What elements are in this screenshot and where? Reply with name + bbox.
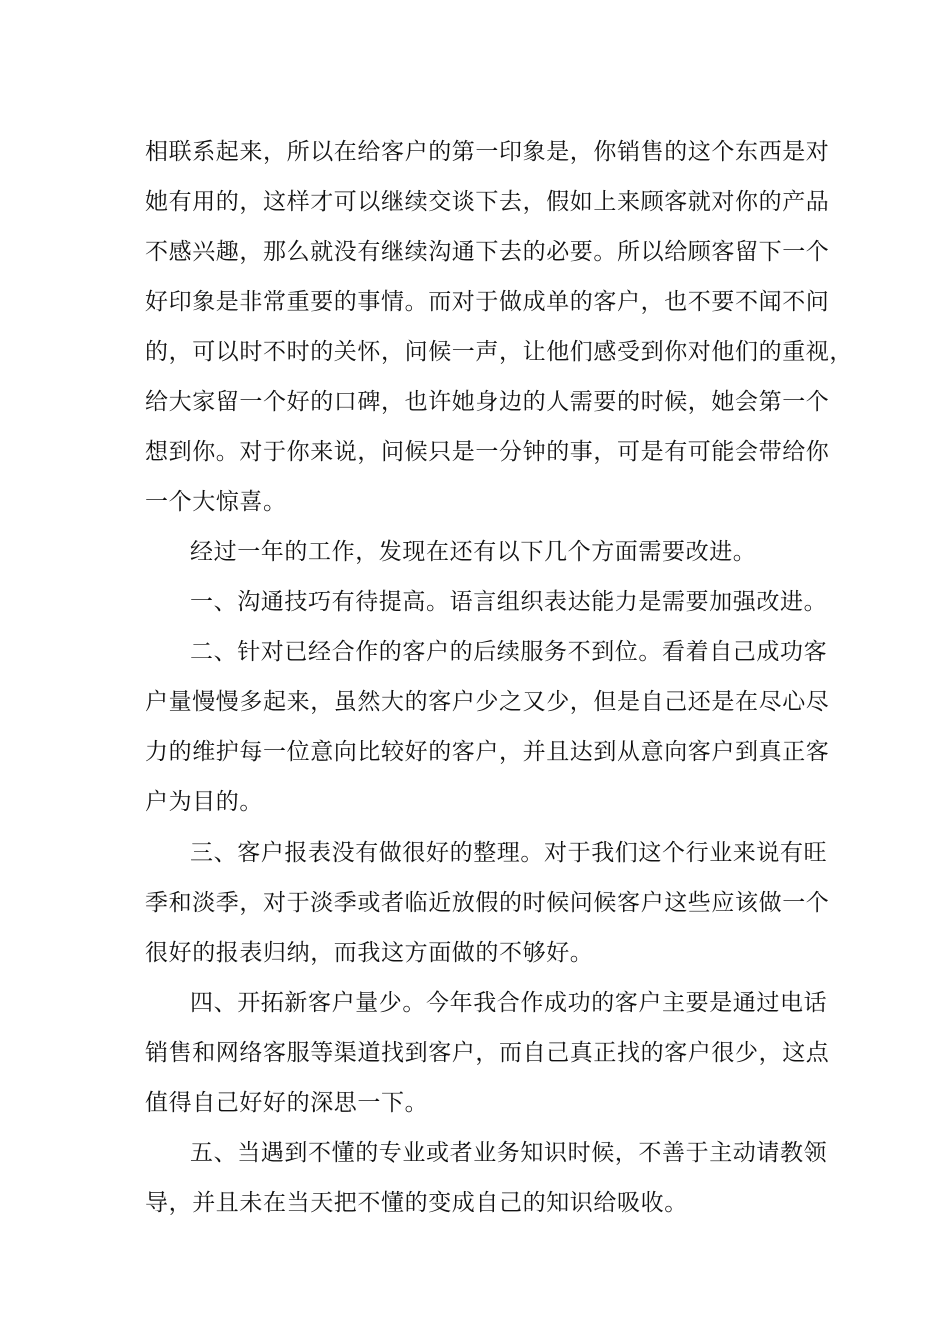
text-line: 好印象是非常重要的事情。而对于做成单的客户，也不要不闻不问 <box>145 289 830 315</box>
text-line: 力的维护每一位意向比较好的客户，并且达到从意向客户到真正客 <box>145 739 830 765</box>
paragraph-intro: 经过一年的工作，发现在还有以下几个方面需要改进。 <box>190 539 757 565</box>
text-line: 值得自己好好的深思一下。 <box>145 1090 429 1116</box>
text-line: 户为目的。 <box>145 789 263 815</box>
list-item: 三、客户报表没有做很好的整理。对于我们这个行业来说有旺 <box>190 840 828 866</box>
text-line: 季和淡季，对于淡季或者临近放假的时候问候客户这些应该做一个 <box>145 890 830 916</box>
list-item: 四、开拓新客户量少。今年我合作成功的客户主要是通过电话 <box>190 990 828 1016</box>
text-line: 导，并且未在当天把不懂的变成自己的知识给吸收。 <box>145 1190 688 1216</box>
text-line: 的，可以时不时的关怀，问候一声，让他们感受到你对他们的重视， <box>145 339 853 365</box>
text-line: 户量慢慢多起来，虽然大的客户少之又少，但是自己还是在尽心尽 <box>145 689 830 715</box>
list-item: 五、当遇到不懂的专业或者业务知识时候，不善于主动请教领 <box>190 1140 828 1166</box>
text-line: 相联系起来，所以在给客户的第一印象是，你销售的这个东西是对 <box>145 139 830 165</box>
text-line: 给大家留一个好的口碑，也许她身边的人需要的时候，她会第一个 <box>145 389 830 415</box>
text-line: 销售和网络客服等渠道找到客户，而自己真正找的客户很少，这点 <box>145 1040 830 1066</box>
text-line: 一个大惊喜。 <box>145 489 287 515</box>
list-item: 二、针对已经合作的客户的后续服务不到位。看着自己成功客 <box>190 639 828 665</box>
text-line: 很好的报表归纳，而我这方面做的不够好。 <box>145 940 594 966</box>
list-item: 一、沟通技巧有待提高。语言组织表达能力是需要加强改进。 <box>190 589 828 615</box>
text-line: 不感兴趣，那么就没有继续沟通下去的必要。所以给顾客留下一个 <box>145 239 830 265</box>
text-line: 想到你。对于你来说，问候只是一分钟的事，可是有可能会带给你 <box>145 439 830 465</box>
text-line: 她有用的，这样才可以继续交谈下去，假如上来顾客就对你的产品 <box>145 189 830 215</box>
